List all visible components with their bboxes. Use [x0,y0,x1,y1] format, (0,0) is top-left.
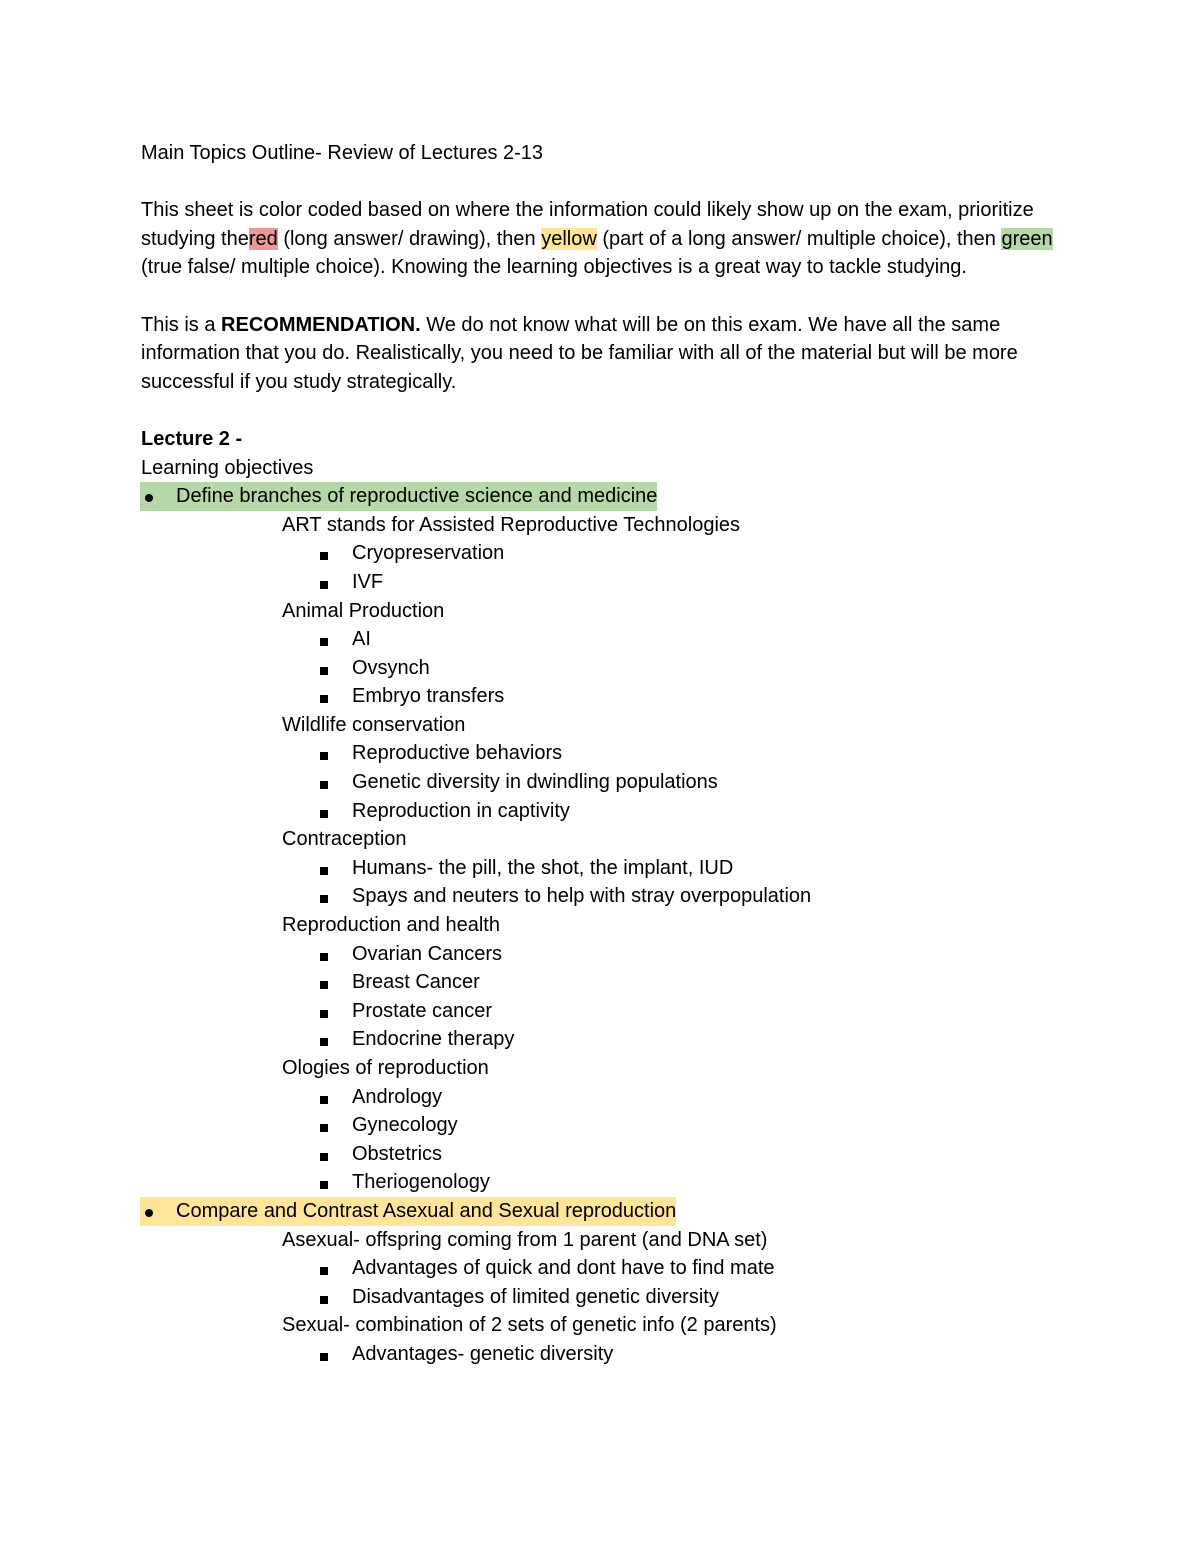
square-bullet-icon [320,667,328,675]
topic-label: Contraception [282,828,407,851]
list-item-text: Endocrine therapy [352,1028,515,1051]
square-bullet-icon [320,895,328,903]
topic-label: ART stands for Assisted Reproductive Technologies [282,513,741,536]
list-item [317,654,1061,683]
lecture-heading: Lecture 2 - [141,427,243,450]
square-bullet-icon [320,867,328,875]
square-bullet-icon [320,953,328,961]
yellow-highlight: yellow [541,227,597,250]
square-bullet-icon [320,781,328,789]
square-bullet-icon [320,695,328,703]
square-bullet-icon [320,1296,328,1304]
square-bullet-icon [320,1181,328,1189]
square-bullet-icon [320,581,328,589]
square-bullet-icon [320,638,328,646]
list-item-text: Advantages of quick and dont have to find mate [352,1257,775,1280]
green-highlight: green [1001,227,1053,250]
list-item [317,1254,1061,1283]
bullet-icon [145,494,153,502]
objective-item [176,1197,1061,1226]
list-item-text: Gynecology [352,1114,458,1137]
list-item [317,854,1061,883]
list-item [317,739,1061,768]
list-item-text: Disadvantages of limited genetic diversity [352,1285,719,1308]
square-bullet-icon [320,552,328,560]
list-item [317,997,1061,1026]
list-item [317,968,1061,997]
bullet-icon [145,1209,153,1217]
list-item [317,797,1061,826]
red-highlight: red [248,227,278,250]
list-item [317,1168,1061,1197]
topic-label: Sexual- combination of 2 sets of genetic info (2 parents) [282,1314,777,1337]
recommendation-bold: RECOMMENDATION. [221,313,421,336]
list-item-text: Ovsynch [352,656,430,679]
page-title: Main Topics Outline- Review of Lectures 2-13 [141,142,544,164]
list-item [317,625,1061,654]
intro-text-4: (true false/ multiple choice). Knowing the learning objectives is a great way to tackle studying. [141,256,967,279]
list-item [317,768,1061,797]
list-item [317,1111,1061,1140]
list-item [317,1025,1061,1054]
objective-text: Define branches of reproductive science and medicine [176,485,658,508]
intro-text-3: (part of a long answer/ multiple choice), then [596,227,1002,250]
objectives-list [141,482,1061,1368]
list-item-text: Genetic diversity in dwindling populations [352,771,718,794]
list-item [317,568,1061,597]
list-item-text: Embryo transfers [352,685,505,708]
square-bullet-icon [320,1038,328,1046]
list-item [317,682,1061,711]
list-item [317,1140,1061,1169]
square-bullet-icon [320,752,328,760]
list-item [317,940,1061,969]
list-item [317,1283,1061,1312]
topic-label: Animal Production [282,599,445,622]
list-item-text: Advantages- genetic diversity [352,1342,614,1365]
list-item [317,1340,1061,1369]
list-item-text: Theriogenology [352,1171,490,1194]
square-bullet-icon [320,1353,328,1361]
recommendation-prefix: This is a [141,313,222,336]
square-bullet-icon [320,1124,328,1132]
square-bullet-icon [320,1010,328,1018]
list-item-text: Breast Cancer [352,971,480,994]
objective-text: Compare and Contrast Asexual and Sexual reproduction [176,1199,677,1222]
square-bullet-icon [320,981,328,989]
list-item-text: IVF [352,570,384,593]
objective-highlight [140,482,657,511]
learning-objectives-label: Learning objectives [141,456,314,479]
list-item-text: Reproduction in captivity [352,799,570,822]
intro-text-1: This sheet is color coded based on where the information could likely show up on the exam, prioritize studying the [141,199,1034,250]
list-item [317,539,1061,568]
list-item-text: Ovarian Cancers [352,942,503,965]
recommendation-paragraph [141,311,1061,397]
square-bullet-icon [320,810,328,818]
objective-highlight [140,1197,676,1226]
list-item-text: Prostate cancer [352,999,493,1022]
topic-label: Reproduction and health [282,914,500,937]
recommendation-text: We do not know what will be on this exam. We have all the same information that you do. Realistically, you need to be familiar with all of the material but will be more successful if you study strategically. [141,313,1018,393]
list-item-text: Spays and neuters to help with stray overpopulation [352,885,812,908]
list-item-text: Humans- the pill, the shot, the implant, IUD [352,856,734,879]
list-item [317,1083,1061,1112]
square-bullet-icon [320,1267,328,1275]
list-item-text: Obstetrics [352,1142,443,1165]
objective-item [176,482,1061,511]
topic-label: Asexual- offspring coming from 1 parent (and DNA set) [282,1228,768,1251]
list-item-text: Cryopreservation [352,542,505,565]
list-item-text: Reproductive behaviors [352,742,563,765]
square-bullet-icon [320,1153,328,1161]
intro-paragraph [141,196,1061,282]
square-bullet-icon [320,1096,328,1104]
topic-label: Wildlife conservation [282,713,466,736]
topic-label: Ologies of reproduction [282,1057,489,1079]
list-item-text: Andrology [352,1085,443,1108]
intro-text-2: (long answer/ drawing), then [277,227,542,250]
list-item-text: AI [352,628,371,651]
document-page [141,139,1061,1369]
list-item [317,882,1061,911]
